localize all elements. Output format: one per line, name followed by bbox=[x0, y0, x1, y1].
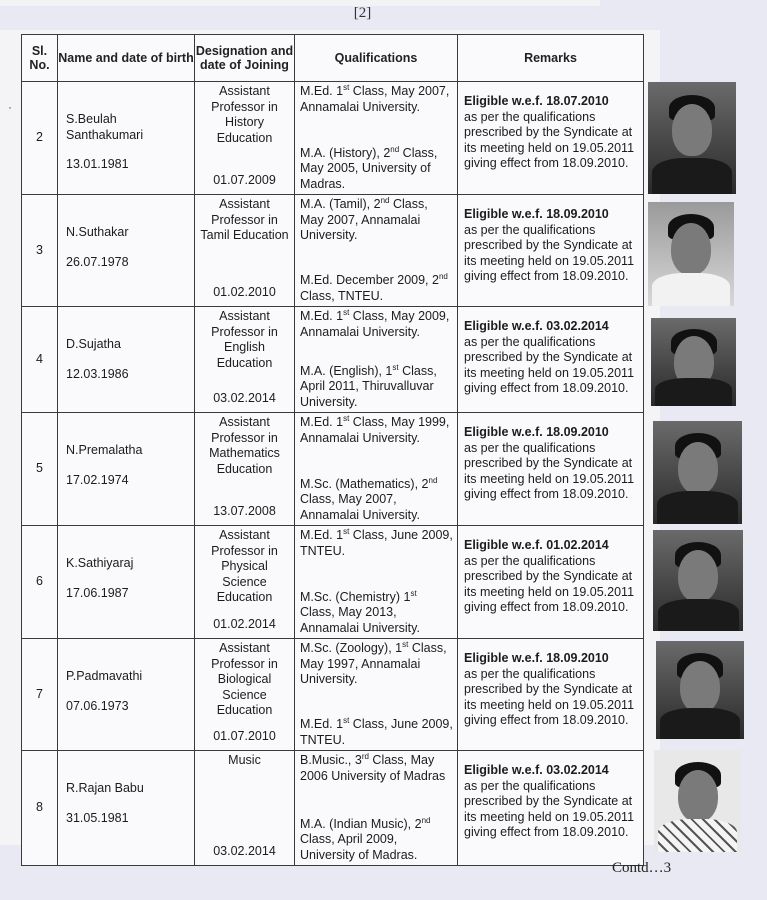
eligibility-date: Eligible w.e.f. 01.02.2014 bbox=[464, 538, 609, 552]
person-name: R.Rajan Babu bbox=[66, 781, 144, 795]
date-of-joining: 03.02.2014 bbox=[213, 390, 276, 405]
remark-text: as per the qualifications prescribed by the Syndicate at its meeting held on 19.05.2011 giving effect from 18.09.2010. bbox=[464, 553, 635, 614]
person-photo bbox=[653, 421, 742, 524]
qualifications-cell bbox=[295, 751, 458, 866]
photo-body bbox=[652, 158, 731, 194]
designation-cell bbox=[195, 82, 295, 195]
designation-cell bbox=[195, 526, 295, 639]
header-sl-no: Sl. No. bbox=[22, 35, 58, 82]
remark-text: as per the qualifications prescribed by the Syndicate at its meeting held on 19.05.2011 giving effect from 18.09.2010. bbox=[464, 109, 635, 170]
eligibility-date: Eligible w.e.f. 03.02.2014 bbox=[464, 319, 609, 333]
photo-face bbox=[671, 223, 711, 275]
eligibility-date: Eligible w.e.f. 18.09.2010 bbox=[464, 651, 609, 665]
date-of-joining: 03.02.2014 bbox=[213, 843, 276, 858]
qualification-2: M.Ed. December 2009, 2nd Class, TNTEU. bbox=[300, 271, 448, 303]
remarks-cell bbox=[458, 82, 644, 195]
qualification-1: M.Ed. 1st Class, May 2007, Annamalai University. bbox=[300, 82, 450, 114]
remarks-cell bbox=[458, 195, 644, 307]
date-of-birth: 12.03.1986 bbox=[66, 366, 129, 381]
qualification-1: M.Ed. 1st Class, May 2009, Annamalai University. bbox=[300, 307, 450, 339]
photo-face bbox=[678, 442, 718, 494]
remarks-cell bbox=[458, 307, 644, 413]
header-remarks: Remarks bbox=[458, 35, 644, 82]
qualifications-cell bbox=[295, 413, 458, 526]
remark-text: as per the qualifications prescribed by the Syndicate at its meeting held on 19.05.2011 giving effect from 18.09.2010. bbox=[464, 334, 635, 395]
date-of-birth: 13.01.1981 bbox=[66, 157, 129, 171]
photo-face bbox=[680, 661, 720, 713]
table-row bbox=[22, 526, 644, 639]
qualification-1: B.Music., 3rd Class, May 2006 University of Madras bbox=[300, 751, 446, 783]
sl-number-cell bbox=[22, 526, 58, 639]
person-photo bbox=[648, 202, 734, 306]
person-name: K.Sathiyaraj bbox=[66, 556, 134, 570]
qualifications-cell bbox=[295, 195, 458, 307]
name-cell bbox=[58, 195, 195, 307]
sl-number-cell bbox=[22, 307, 58, 413]
person-name: D.Sujatha bbox=[66, 337, 121, 351]
remarks-cell bbox=[458, 413, 644, 526]
eligibility-table bbox=[21, 34, 644, 866]
person-name: N.Premalatha bbox=[66, 443, 143, 457]
person-photo bbox=[656, 641, 744, 739]
header-designation: Designation and date of Joining bbox=[195, 35, 295, 82]
sl-number-cell bbox=[22, 82, 58, 195]
photo-face bbox=[678, 770, 718, 822]
designation: Assistant Professor in Tamil Education bbox=[200, 197, 289, 242]
qualification-1: M.Ed. 1st Class, June 2009, TNTEU. bbox=[300, 526, 453, 558]
designation-cell bbox=[195, 195, 295, 307]
photo-body bbox=[658, 819, 736, 852]
designation: Assistant Professor in English Education bbox=[211, 309, 278, 370]
date-of-birth: 17.06.1987 bbox=[66, 585, 129, 600]
remarks-cell bbox=[458, 751, 644, 866]
sl-number: 2 bbox=[36, 130, 43, 145]
qualification-2: M.Sc. (Mathematics), 2nd Class, May 2007, Annamalai University. bbox=[300, 475, 438, 522]
eligibility-date: Eligible w.e.f. 18.09.2010 bbox=[464, 207, 609, 221]
table-row bbox=[22, 195, 644, 307]
date-of-birth: 26.07.1978 bbox=[66, 254, 129, 269]
person-photo bbox=[654, 750, 741, 852]
qualification-2: M.A. (Indian Music), 2nd Class, April 2009, University of Madras. bbox=[300, 815, 431, 862]
sl-number: 6 bbox=[36, 574, 43, 589]
sl-number-cell bbox=[22, 413, 58, 526]
date-of-joining: 01.02.2010 bbox=[213, 284, 276, 299]
qualification-2: M.Sc. (Chemistry) 1st Class, May 2013, Annamalai University. bbox=[300, 588, 420, 635]
designation-cell bbox=[195, 639, 295, 751]
designation-cell bbox=[195, 413, 295, 526]
name-cell bbox=[58, 307, 195, 413]
header-qualifications: Qualifications bbox=[295, 35, 458, 82]
person-photo bbox=[651, 318, 736, 406]
qualification-2: M.Ed. 1st Class, June 2009, TNTEU. bbox=[300, 715, 453, 747]
remark-text: as per the qualifications prescribed by the Syndicate at its meeting held on 19.05.2011 giving effect from 18.09.2010. bbox=[464, 666, 635, 727]
remarks-cell bbox=[458, 526, 644, 639]
table-header-row bbox=[22, 35, 644, 82]
table-row bbox=[22, 307, 644, 413]
table-row bbox=[22, 639, 644, 751]
remarks-cell bbox=[458, 639, 644, 751]
photo-body bbox=[658, 599, 739, 631]
date-of-joining: 01.07.2009 bbox=[213, 172, 276, 187]
date-of-birth: 17.02.1974 bbox=[66, 472, 129, 487]
designation: Assistant Professor in Physical Science Education bbox=[211, 528, 278, 604]
sl-number: 8 bbox=[36, 800, 43, 815]
sl-number: 7 bbox=[36, 686, 43, 701]
sl-number: 3 bbox=[36, 242, 43, 257]
photo-body bbox=[655, 378, 732, 406]
name-cell bbox=[58, 82, 195, 195]
qualifications-cell bbox=[295, 307, 458, 413]
qualifications-cell bbox=[295, 526, 458, 639]
photo-body bbox=[657, 491, 737, 524]
qualifications-cell bbox=[295, 82, 458, 195]
name-cell bbox=[58, 639, 195, 751]
designation: Music bbox=[228, 753, 261, 767]
table-row bbox=[22, 82, 644, 195]
qualification-2: M.A. (History), 2nd Class, May 2005, University of Madras. bbox=[300, 144, 438, 191]
photo-body bbox=[652, 273, 729, 306]
photo-face bbox=[678, 550, 718, 602]
person-name: N.Suthakar bbox=[66, 225, 129, 239]
designation-cell bbox=[195, 307, 295, 413]
continued-note: Contd…3 bbox=[612, 860, 672, 876]
qualification-1: M.A. (Tamil), 2nd Class, May 2007, Annamalai University. bbox=[300, 195, 428, 242]
remark-text: as per the qualifications prescribed by the Syndicate at its meeting held on 19.05.2011 giving effect from 18.09.2010. bbox=[464, 440, 635, 501]
date-of-birth: 31.05.1981 bbox=[66, 810, 129, 825]
remark-text: as per the qualifications prescribed by the Syndicate at its meeting held on 19.05.2011 giving effect from 18.09.2010. bbox=[464, 222, 635, 283]
photo-body bbox=[660, 708, 739, 739]
person-name: S.Beulah Santhakumari bbox=[66, 112, 144, 142]
sl-number: 5 bbox=[36, 461, 43, 476]
designation: Assistant Professor in History Education bbox=[211, 84, 278, 145]
sl-number-cell bbox=[22, 195, 58, 307]
qualification-2: M.A. (English), 1st Class, April 2011, Thiruvalluvar University. bbox=[300, 362, 437, 409]
designation: Assistant Professor in Mathematics Education bbox=[209, 415, 280, 476]
table-row bbox=[22, 751, 644, 866]
qualifications-cell bbox=[295, 639, 458, 751]
stray-mark: · bbox=[8, 100, 12, 114]
name-cell bbox=[58, 526, 195, 639]
person-name: P.Padmavathi bbox=[66, 669, 143, 683]
name-cell bbox=[58, 413, 195, 526]
page-number: [2] bbox=[353, 5, 372, 21]
remark-text: as per the qualifications prescribed by the Syndicate at its meeting held on 19.05.2011 giving effect from 18.09.2010. bbox=[464, 778, 635, 839]
designation: Assistant Professor in Biological Science Education bbox=[211, 641, 278, 717]
photo-face bbox=[672, 104, 712, 156]
date-of-joining: 01.02.2014 bbox=[213, 616, 276, 631]
header-name: Name and date of birth bbox=[58, 35, 195, 82]
designation-cell bbox=[195, 751, 295, 866]
sl-number-cell bbox=[22, 639, 58, 751]
qualification-1: M.Sc. (Zoology), 1st Class, May 1997, Annamalai University. bbox=[300, 639, 447, 686]
sl-number-cell bbox=[22, 751, 58, 866]
date-of-joining: 13.07.2008 bbox=[213, 503, 276, 518]
person-photo bbox=[653, 530, 743, 631]
table-row bbox=[22, 413, 644, 526]
name-cell bbox=[58, 751, 195, 866]
eligibility-date: Eligible w.e.f. 18.09.2010 bbox=[464, 425, 609, 439]
person-photo bbox=[648, 82, 736, 194]
date-of-joining: 01.07.2010 bbox=[213, 728, 276, 743]
eligibility-date: Eligible w.e.f. 03.02.2014 bbox=[464, 763, 609, 777]
date-of-birth: 07.06.1973 bbox=[66, 698, 129, 713]
qualification-1: M.Ed. 1st Class, May 1999, Annamalai University. bbox=[300, 413, 450, 445]
eligibility-date: Eligible w.e.f. 18.07.2010 bbox=[464, 94, 609, 108]
sl-number: 4 bbox=[36, 351, 43, 366]
